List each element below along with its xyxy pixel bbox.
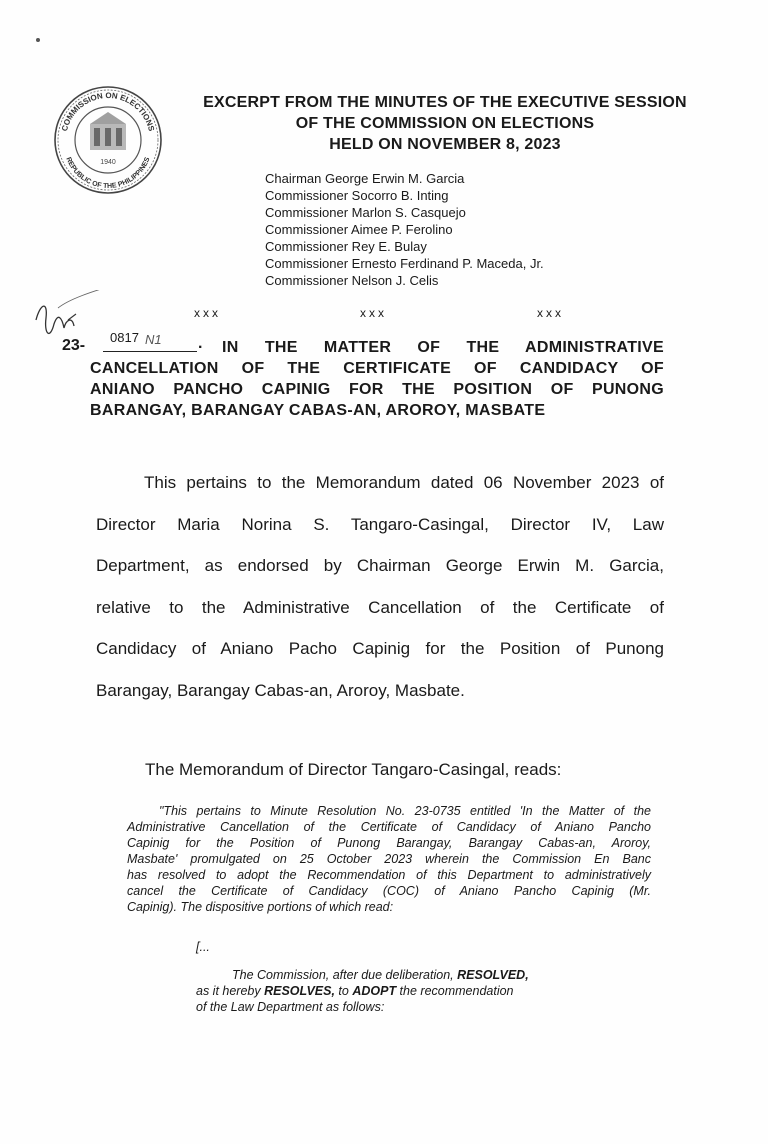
- resolution-title-line: CANCELLATION OF THE CERTIFICATE OF CANDIDACY OF: [90, 360, 664, 377]
- resolved-keyword: RESOLVED,: [457, 968, 529, 982]
- resolution-handwritten-mark: N1: [145, 332, 162, 347]
- attendee: Commissioner Nelson J. Celis: [265, 273, 439, 288]
- resolved-text: to: [334, 984, 353, 998]
- resolved-text: the recommendation: [396, 984, 514, 998]
- resolved-line-3: of the Law Department as follows:: [196, 1000, 385, 1014]
- quote-line: "This pertains to Minute Resolution No. 23-0735 entitled 'In the Matter of the: [159, 804, 651, 818]
- resolution-prefix: 23-: [62, 337, 86, 354]
- separator-mark: xxx: [537, 306, 564, 320]
- header-line-2: OF THE COMMISSION ON ELECTIONS: [295, 115, 595, 132]
- body-line: Barangay, Barangay Cabas-an, Aroroy, Masbate.: [96, 680, 465, 700]
- resolved-line-1: [196, 967, 596, 983]
- resolution-period: .: [198, 335, 203, 352]
- separator-mark: xxx: [194, 306, 221, 320]
- attendee: Commissioner Socorro B. Inting: [265, 188, 449, 203]
- resolution-title: [90, 337, 664, 421]
- quote-line: has resolved to adopt the Recommendation of this Department to administratively: [127, 868, 651, 882]
- seal-top-text: COMMISSION ON ELECTIONS: [59, 90, 157, 133]
- attendance-list: [265, 170, 544, 289]
- body-line: Director Maria Norina S. Tangaro-Casingal, Director IV, Law: [96, 514, 664, 534]
- memo-intro: The Memorandum of Director Tangaro-Casingal, reads:: [145, 760, 562, 779]
- scan-speck: [36, 38, 40, 42]
- quote-line: Masbate' promulgated on 25 October 2023 wherein the Commission En Banc: [127, 852, 651, 866]
- adopt-keyword: ADOPT: [352, 984, 397, 998]
- body-line: Department, as endorsed by Chairman George Erwin M. Garcia,: [96, 556, 664, 575]
- body-line: This pertains to the Memorandum dated 06 November 2023 of: [144, 473, 664, 492]
- attendee: Chairman George Erwin M. Garcia: [265, 171, 465, 186]
- resolution-title-line: IN THE MATTER OF THE ADMINISTRATIVE: [222, 339, 664, 356]
- document-header: [140, 92, 750, 155]
- resolved-line-2: [196, 983, 596, 999]
- seal-year: 1940: [100, 159, 116, 166]
- resolved-clause: [196, 967, 596, 1015]
- quote-line: Capinig for the Position of Punong Barangay, Barangay Cabas-an, Aroroy,: [127, 836, 651, 850]
- resolution-title-line: ANIANO PANCHO CAPINIG FOR THE POSITION OF PUNONG: [90, 381, 664, 398]
- separator-mark: xxx: [360, 306, 387, 320]
- seal-bottom-text: REPUBLIC OF THE PHILIPPINES: [64, 156, 152, 191]
- quote-line: cancel the Certificate of Candidacy (COC) of Aniano Pancho Capinig (Mr.: [127, 884, 651, 898]
- body-paragraph: [96, 462, 664, 711]
- body-line: Candidacy of Aniano Pacho Capinig for the Position of Punong: [96, 639, 664, 658]
- header-line-3: HELD ON NOVEMBER 8, 2023: [329, 136, 561, 153]
- quoted-memorandum: [127, 803, 651, 915]
- body-line: relative to the Administrative Cancellation of the Certificate of: [96, 597, 664, 617]
- resolved-text: The Commission, after due deliberation,: [232, 968, 458, 982]
- resolves-keyword: RESOLVES,: [264, 984, 335, 998]
- header-line-1: EXCERPT FROM THE MINUTES OF THE EXECUTIVE SESSION: [203, 94, 687, 111]
- attendee: Commissioner Ernesto Ferdinand P. Maceda, Jr.: [265, 256, 544, 271]
- quote-line: Administrative Cancellation of the Certificate of Candidacy of Aniano Pancho: [127, 820, 651, 834]
- resolution-title-line: BARANGAY, BARANGAY CABAS-AN, AROROY, MASBATE: [90, 402, 546, 419]
- resolved-text: as it hereby: [196, 984, 265, 998]
- attendee: Commissioner Aimee P. Ferolino: [265, 222, 453, 237]
- attendee: Commissioner Rey E. Bulay: [265, 239, 427, 254]
- resolution-number: 0817: [110, 330, 139, 345]
- quote-ellipsis: [...: [196, 940, 210, 954]
- attendee: Commissioner Marlon S. Casquejo: [265, 205, 466, 220]
- quote-line: Capinig). The dispositive portions of which read:: [127, 900, 394, 914]
